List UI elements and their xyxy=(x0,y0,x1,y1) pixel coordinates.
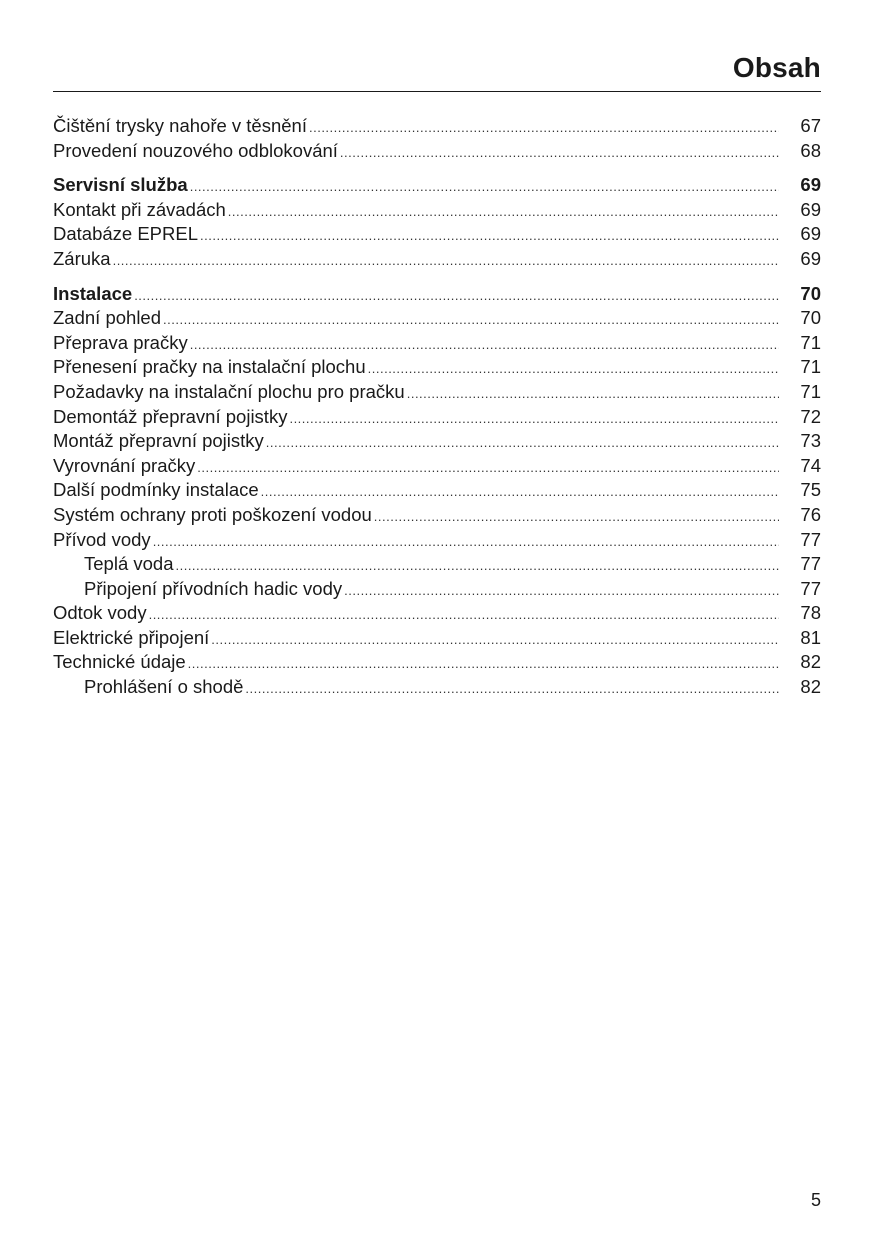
toc-entry-label: Instalace xyxy=(53,282,133,304)
toc-entry[interactable] xyxy=(53,405,821,430)
toc-entry-label: Další podmínky instalace xyxy=(53,479,259,501)
toc-dot-leader xyxy=(228,200,779,225)
toc-dot-leader xyxy=(289,407,779,432)
toc-entry-label: Teplá voda xyxy=(84,553,174,575)
toc-entry-page: 82 xyxy=(800,676,821,698)
toc-entry-page: 76 xyxy=(800,503,821,525)
toc-entry[interactable] xyxy=(53,626,821,651)
toc-entry[interactable] xyxy=(53,552,821,577)
toc-dot-leader xyxy=(188,652,779,677)
header-divider xyxy=(53,91,821,92)
toc-dot-leader xyxy=(211,628,779,653)
toc-section xyxy=(53,282,821,700)
toc-entry-label: Technické údaje xyxy=(53,651,186,673)
toc-entry-page: 75 xyxy=(800,479,821,501)
toc-entry-label: Provedení nouzového odblokování xyxy=(53,139,338,161)
toc-entry-label: Servisní služba xyxy=(53,174,188,196)
toc-entry[interactable] xyxy=(53,139,821,164)
toc-entry-page: 78 xyxy=(800,602,821,624)
toc-entry[interactable] xyxy=(53,675,821,700)
toc-entry[interactable] xyxy=(53,429,821,454)
toc-dot-leader xyxy=(374,505,779,530)
toc-entry[interactable] xyxy=(53,478,821,503)
toc-entry-label: Přívod vody xyxy=(53,528,151,550)
toc-dot-leader xyxy=(190,333,779,358)
toc-entry[interactable] xyxy=(53,650,821,675)
toc-entry-label: Montáž přepravní pojistky xyxy=(53,430,264,452)
toc-section-heading[interactable] xyxy=(53,282,821,307)
toc-dot-leader xyxy=(134,284,779,309)
toc-entry-page: 73 xyxy=(800,430,821,452)
toc-dot-leader xyxy=(163,308,779,333)
page-title: Obsah xyxy=(732,52,821,83)
toc-entry-page: 77 xyxy=(800,528,821,550)
toc-entry-page: 69 xyxy=(800,247,821,269)
toc-entry[interactable] xyxy=(53,355,821,380)
toc-entry-label: Čištění trysky nahoře v těsnění xyxy=(53,115,307,136)
toc-entry[interactable] xyxy=(53,247,821,272)
toc-entry[interactable] xyxy=(53,222,821,247)
toc-dot-leader xyxy=(200,224,779,249)
toc-section xyxy=(53,173,821,271)
toc-entry-page: 69 xyxy=(800,198,821,220)
toc-entry-label: Databáze EPREL xyxy=(53,223,199,245)
toc-section xyxy=(53,114,821,163)
toc-entry[interactable] xyxy=(53,528,821,553)
toc-dot-leader xyxy=(368,357,779,382)
toc-entry[interactable] xyxy=(53,114,821,139)
toc-entry-page: 77 xyxy=(800,553,821,575)
toc-entry-page: 70 xyxy=(800,307,821,329)
toc-section-heading[interactable] xyxy=(53,173,821,198)
toc-entry-page: 82 xyxy=(800,651,821,673)
toc-entry-label: Demontáž přepravní pojistky xyxy=(53,405,288,427)
toc-entry[interactable] xyxy=(53,577,821,602)
toc-entry-label: Přeprava pračky xyxy=(53,331,188,353)
toc-dot-leader xyxy=(266,431,779,456)
toc-entry-label: Připojení přívodních hadic vody xyxy=(84,577,343,599)
toc-entry-label: Záruka xyxy=(53,247,111,269)
toc-entry[interactable] xyxy=(53,380,821,405)
toc-entry-label: Systém ochrany proti poškození vodou xyxy=(53,503,372,525)
toc-entry[interactable] xyxy=(53,503,821,528)
toc-dot-leader xyxy=(344,579,779,604)
toc-entry-page: 81 xyxy=(800,626,821,648)
toc-entry-label: Zadní pohled xyxy=(53,307,162,329)
toc-dot-leader xyxy=(197,456,779,481)
toc-entry-label: Elektrické připojení xyxy=(53,626,210,648)
toc-entry-label: Vyrovnání pračky xyxy=(53,454,196,476)
toc-entry-label: Kontakt při závadách xyxy=(53,198,226,220)
toc-dot-leader xyxy=(407,382,779,407)
toc-entry-label: Požadavky na instalační plochu pro pračku xyxy=(53,380,405,402)
toc-dot-leader xyxy=(175,554,779,579)
toc-entry-label: Přenesení pračky na instalační plochu xyxy=(53,356,366,378)
toc-entry-page: 74 xyxy=(800,454,821,476)
toc-entry-page: 68 xyxy=(800,139,821,161)
toc-entry-page: 67 xyxy=(800,115,821,136)
toc-entry-page: 71 xyxy=(800,380,821,402)
toc-dot-leader xyxy=(153,530,779,555)
toc-entry-page: 77 xyxy=(800,577,821,599)
page-number: 5 xyxy=(810,1190,821,1210)
toc-entry-page: 71 xyxy=(800,331,821,353)
toc-dot-leader xyxy=(149,603,779,628)
toc-entry[interactable] xyxy=(53,198,821,223)
toc-entry-page: 70 xyxy=(800,282,821,304)
toc-dot-leader xyxy=(113,249,779,274)
table-of-contents xyxy=(53,114,821,710)
toc-dot-leader xyxy=(190,175,779,200)
toc-entry-label: Odtok vody xyxy=(53,602,147,624)
toc-entry[interactable] xyxy=(53,601,821,626)
toc-entry[interactable] xyxy=(53,331,821,356)
toc-entry-page: 69 xyxy=(800,174,821,196)
toc-dot-leader xyxy=(245,677,779,702)
toc-entry-page: 69 xyxy=(800,223,821,245)
toc-entry-label: Prohlášení o shodě xyxy=(84,676,244,698)
toc-dot-leader xyxy=(340,141,779,166)
toc-dot-leader xyxy=(309,116,779,141)
toc-entry[interactable] xyxy=(53,306,821,331)
toc-dot-leader xyxy=(261,480,779,505)
toc-entry-page: 72 xyxy=(800,405,821,427)
toc-entry[interactable] xyxy=(53,454,821,479)
toc-entry-page: 71 xyxy=(800,356,821,378)
